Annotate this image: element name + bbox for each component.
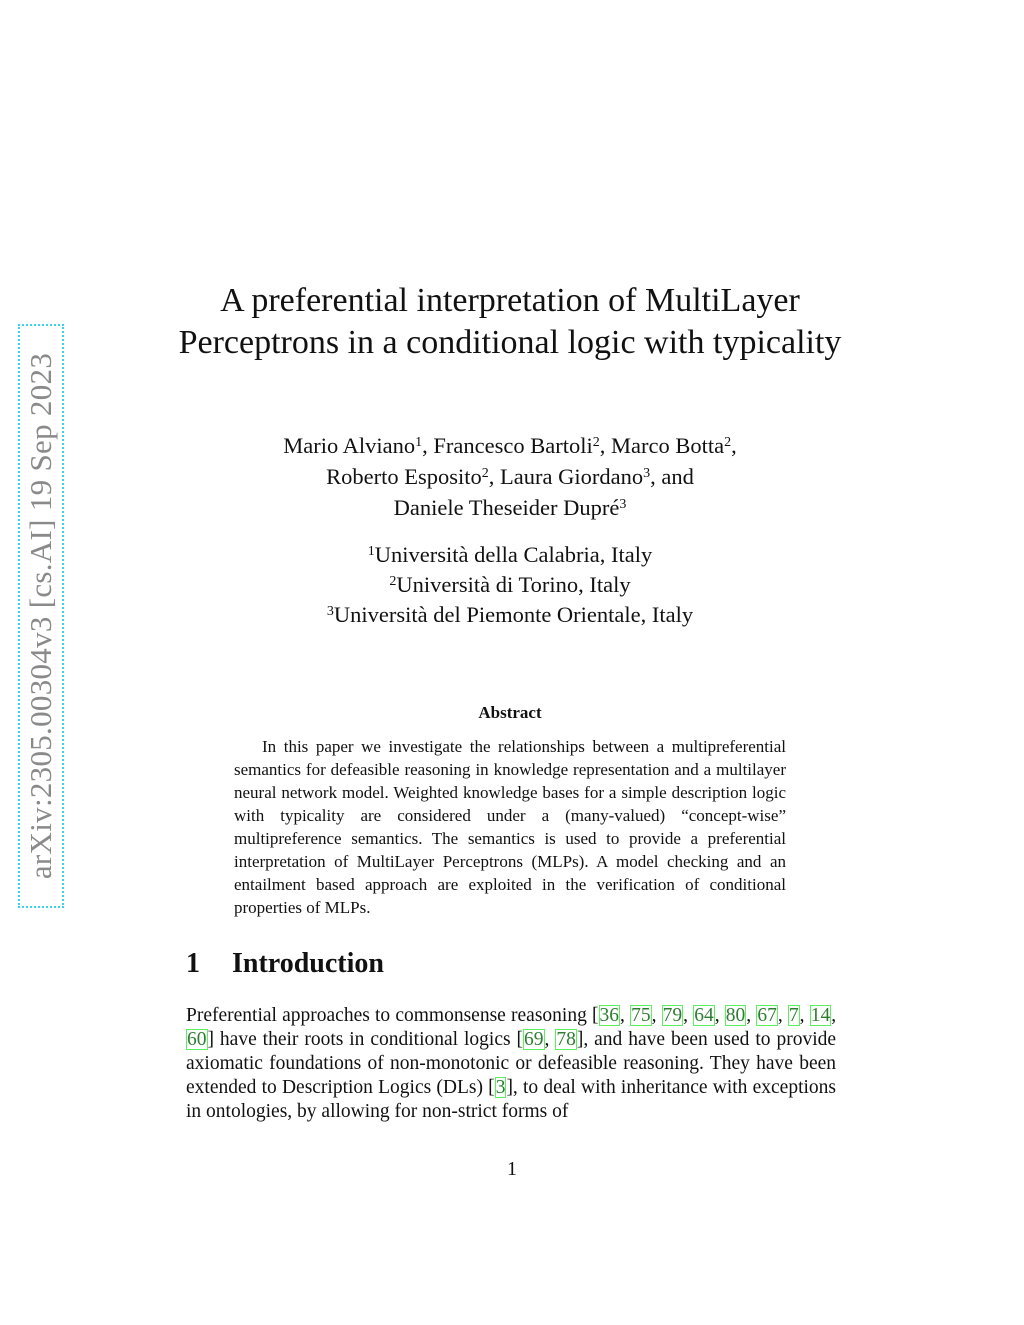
author-affiliation-mark: 1	[415, 435, 423, 450]
author-name: Mario Alviano	[283, 433, 416, 458]
citation-link[interactable]: 36	[599, 1005, 619, 1026]
section-title: Introduction	[232, 948, 384, 979]
author-affiliation-mark: 2	[724, 435, 732, 450]
author-separator: ,	[731, 433, 737, 458]
author-separator: ,	[488, 464, 501, 489]
citation-link[interactable]: 3	[495, 1077, 506, 1098]
affiliation-number: 1	[367, 544, 375, 559]
intro-text: Preferential approaches to commonsense reasoning [	[186, 1005, 599, 1026]
page-number: 1	[507, 1158, 517, 1180]
affiliation-name: Università del Piemonte Orientale, Italy	[333, 602, 694, 627]
author-separator: ,	[599, 433, 611, 458]
affiliation-list	[170, 540, 850, 630]
section-heading	[186, 948, 384, 980]
author-separator: ,	[422, 433, 434, 458]
affiliation-item	[170, 540, 850, 570]
author-affiliation-mark: 3	[619, 497, 627, 512]
arxiv-stamp-box[interactable]	[18, 324, 64, 908]
author-name: Daniele Theseider Dupré	[393, 495, 620, 520]
intro-text: ], and have been used to provide axiomatic foundations of non-monotonic or defeasible reasoning. They have been extended to Description Logics (DLs) [	[186, 1029, 837, 1098]
affiliation-number: 2	[389, 574, 397, 589]
citation-link[interactable]: 60	[187, 1029, 207, 1050]
citation-link[interactable]: 80	[725, 1005, 746, 1026]
author-affiliation-mark: 2	[481, 466, 489, 481]
author-name: Roberto Esposito	[326, 464, 482, 489]
intro-text: ], to deal with inheritance with exceptions in ontologies, by allowing for non-strict forms of	[186, 1077, 837, 1122]
citation-link[interactable]: 78	[556, 1029, 576, 1050]
citation-link[interactable]: 69	[524, 1029, 544, 1050]
paper-title: A preferential interpretation of MultiLayer Perceptrons in a conditional logic with typicality	[178, 282, 842, 361]
abstract-heading: Abstract	[478, 703, 542, 722]
author-name: Laura Giordano	[500, 464, 644, 489]
citation-link[interactable]: 64	[694, 1005, 714, 1026]
citation-link[interactable]: 79	[662, 1005, 683, 1026]
section-number: 1	[186, 948, 200, 979]
author-name: Francesco Bartoli	[433, 433, 593, 458]
author-separator: , and	[650, 464, 694, 489]
affiliation-name: Università della Calabria, Italy	[374, 542, 653, 567]
abstract-text: In this paper we investigate the relationships between a multipreferential semantics for defeasible reasoning in knowledge representation and a multilayer neural network model. Weighted knowledge bases for a simple description logic with typicality are considered under a (many-valued) “concept-wise” multipreference semantics. The semantics is used to provide a preferential interpretation of MultiLayer Perceptrons (MLPs). A model checking and an entailment based approach are exploited in the verification of conditional properties of MLPs.	[234, 737, 786, 917]
affiliation-item	[170, 600, 850, 630]
author-list	[170, 430, 850, 523]
author-affiliation-mark: 2	[592, 435, 600, 450]
citation-link[interactable]: 14	[810, 1005, 831, 1026]
citation-link[interactable]: 67	[757, 1005, 777, 1026]
citation-link[interactable]: 7	[788, 1005, 799, 1026]
affiliation-number: 3	[326, 604, 334, 619]
author-name: Marco Botta	[610, 433, 725, 458]
intro-text: ] have their roots in conditional logics [	[207, 1029, 524, 1050]
affiliation-item	[170, 570, 850, 600]
author-affiliation-mark: 3	[643, 466, 651, 481]
citation-link[interactable]: 75	[631, 1005, 651, 1026]
affiliation-name: Università di Torino, Italy	[396, 572, 631, 597]
arxiv-stamp[interactable]: arXiv:2305.00304v3 [cs.AI] 19 Sep 2023	[23, 352, 58, 880]
intro-paragraph: Preferential approaches to commonsense reasoning [36, 75, 79, 64, 80, 67, 7, 14, 60] have their roots in conditional logics [69, 78], and have been used to provide axiomatic foundations of non-monotonic or defeasible reasoning. They have been extended to Description Logics (DLs) [3], to deal with inheritance with exceptions in ontologies, by allowing for non-strict forms of	[186, 1005, 837, 1122]
